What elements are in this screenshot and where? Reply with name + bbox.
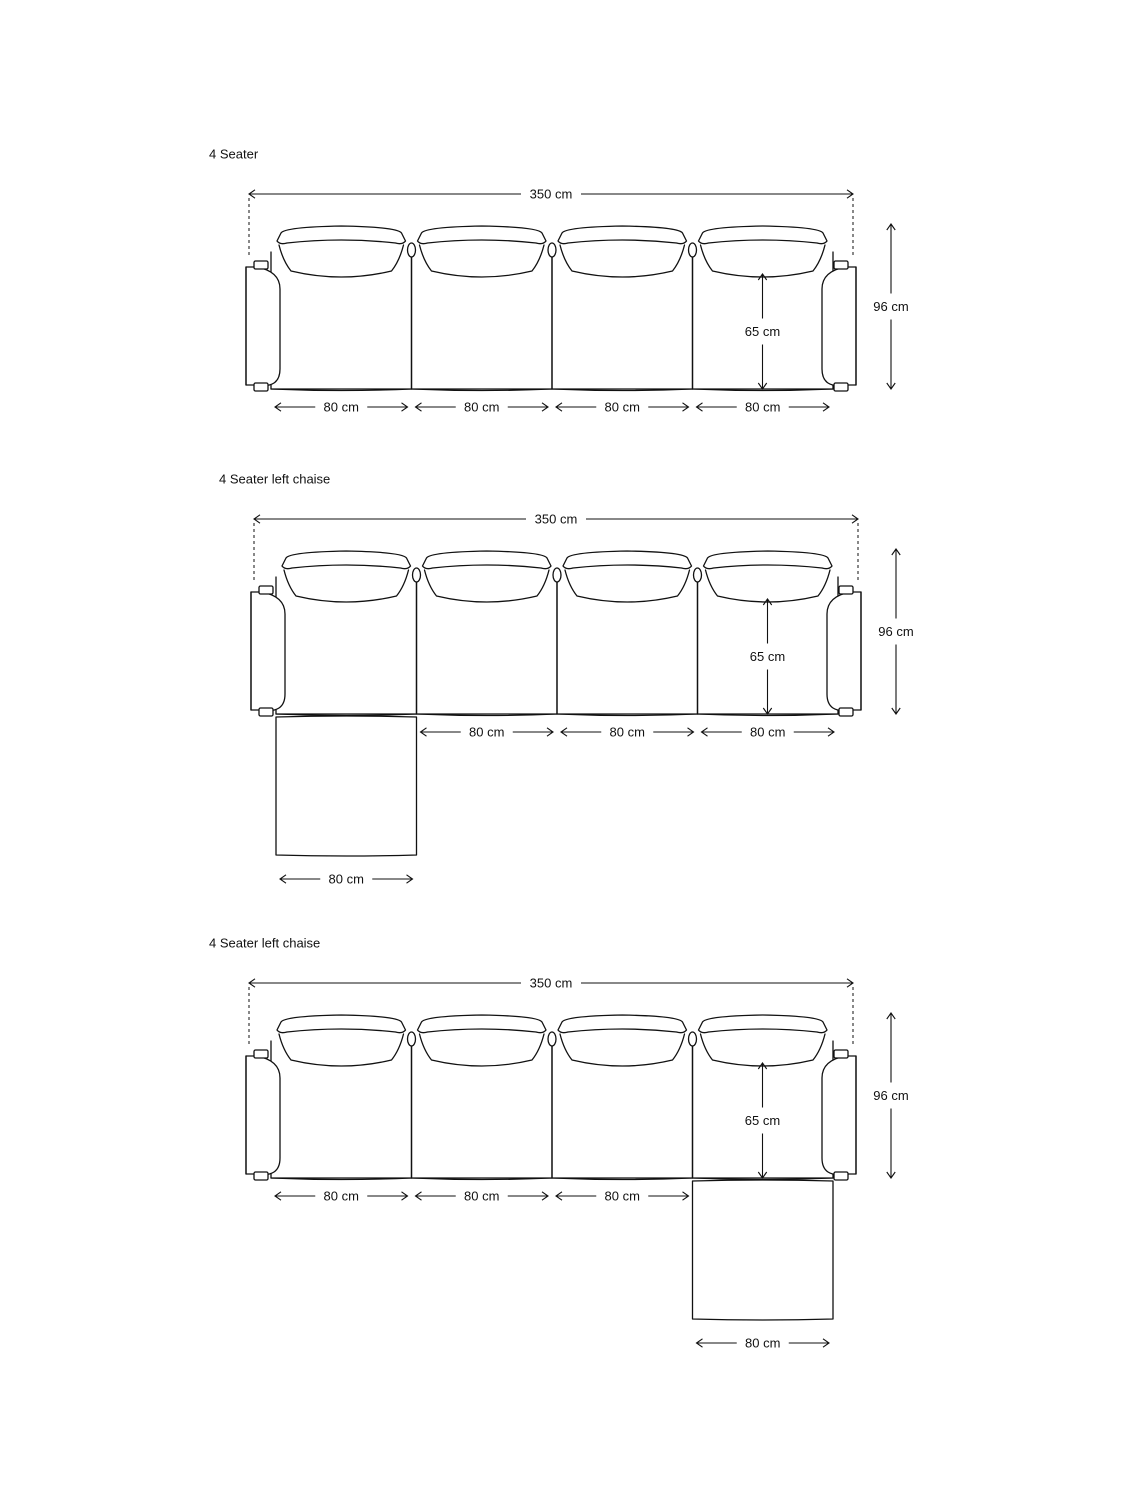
back-cushion-2-roll [423,551,552,569]
back-cushion-4-body [701,1034,826,1066]
back-cushion-3-roll [563,551,692,569]
diagram-3 [209,935,909,1350]
seat-width-dimension-2-label: 80 cm [609,724,645,740]
cushion-joint-2 [548,1032,556,1046]
armrest-right [822,267,856,386]
armrest-right-foot-top [839,586,853,594]
armrest-right-foot-bottom [834,383,848,391]
armrest-left [251,592,285,711]
depth-dimension-label: 96 cm [873,1087,909,1103]
armrest-left [246,1056,280,1175]
cushion-joint-1 [408,1032,416,1046]
overall-width-dimension-label: 350 cm [529,186,573,202]
armrest-right [822,1056,856,1175]
back-cushion-3-roll [558,1015,687,1033]
diagram-title: 4 Seater [209,146,259,162]
back-cushion-3-body [565,570,690,602]
back-cushion-1-body [279,245,404,277]
back-cushion-2-body [420,1034,545,1066]
cushion-joint-3 [689,1032,697,1046]
seat-cushion-2 [412,1041,553,1180]
overall-width-dimension-label: 350 cm [529,975,573,991]
cushion-joint-3 [694,568,702,582]
armrest-left-foot-top [259,586,273,594]
seat-width-dimension-2-label: 80 cm [464,1188,500,1204]
chaise-extension [276,716,417,856]
seat-cushion-3 [552,252,693,391]
seat-width-dimension-4-label: 80 cm [745,399,781,415]
seat-width-dimension-1-label: 80 cm [469,724,505,740]
cushion-joint-3 [689,243,697,257]
back-cushion-2-body [420,245,545,277]
back-cushion-4-roll [699,226,828,244]
back-cushion-4-body [701,245,826,277]
armrest-left-foot-bottom [254,383,268,391]
back-cushion-2-roll [418,1015,547,1033]
cushion-joint-1 [413,568,421,582]
seat-width-dimension-3-label: 80 cm [604,399,640,415]
armrest-right-foot-top [834,261,848,269]
seat-depth-dimension-label: 65 cm [744,1112,781,1128]
diagram-2 [219,471,914,886]
armrest-left [246,267,280,386]
seat-cushion-3 [552,1041,693,1180]
seat-width-dimension-3-label: 80 cm [750,724,786,740]
diagram-title: 4 Seater left chaise [209,935,321,951]
seat-width-dimension-3-label: 80 cm [604,1188,640,1204]
diagram-title: 4 Seater left chaise [219,471,331,487]
back-cushion-2-roll [418,226,547,244]
back-cushion-3-body [560,1034,685,1066]
back-cushion-4-roll [704,551,833,569]
back-cushion-1-body [279,1034,404,1066]
chaise-width-dimension-label: 80 cm [745,1335,781,1351]
armrest-right-foot-bottom [834,1172,848,1180]
armrest-left-foot-top [254,261,268,269]
seat-depth-dimension-label: 65 cm [749,648,786,664]
overall-width-dimension-label: 350 cm [534,511,578,527]
back-cushion-4-roll [699,1015,828,1033]
diagram-1 [209,146,909,414]
armrest-right [827,592,861,711]
back-cushion-3-body [560,245,685,277]
seat-cushion-3 [557,577,698,716]
armrest-left-foot-bottom [254,1172,268,1180]
seat-cushion-2 [417,577,558,716]
back-cushion-1-body [284,570,409,602]
armrest-right-foot-bottom [839,708,853,716]
back-cushion-3-roll [558,226,687,244]
back-cushion-1-roll [277,226,406,244]
cushion-joint-2 [553,568,561,582]
back-cushion-4-body [706,570,831,602]
depth-dimension-label: 96 cm [878,623,914,639]
cushion-joint-1 [408,243,416,257]
seat-cushion-1 [271,252,412,391]
back-cushion-1-roll [277,1015,406,1033]
back-cushion-1-roll [282,551,411,569]
chaise-width-dimension-label: 80 cm [328,871,364,887]
back-cushion-2-body [425,570,550,602]
seat-width-dimension-2-label: 80 cm [464,399,500,415]
seat-depth-dimension-label: 65 cm [744,323,781,339]
cushion-joint-2 [548,243,556,257]
armrest-left-foot-top [254,1050,268,1058]
depth-dimension-label: 96 cm [873,298,909,314]
chaise-extension [693,1180,834,1320]
armrest-left-foot-bottom [259,708,273,716]
seat-cushion-1 [271,1041,412,1180]
seat-width-dimension-1-label: 80 cm [323,1188,359,1204]
seat-cushion-1 [276,577,417,716]
seat-width-dimension-1-label: 80 cm [323,399,359,415]
seat-cushion-2 [412,252,553,391]
armrest-right-foot-top [834,1050,848,1058]
